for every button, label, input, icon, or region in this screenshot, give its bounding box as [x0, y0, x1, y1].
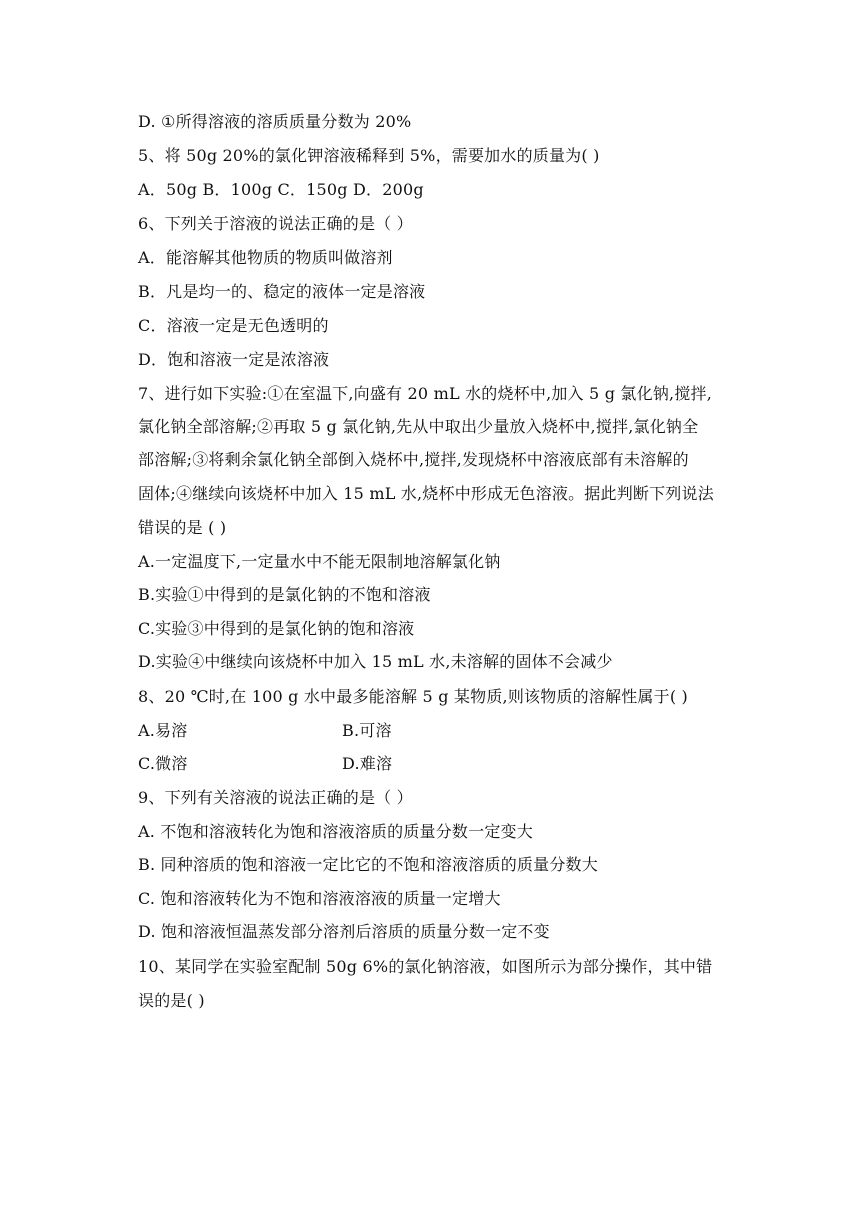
- q6-stem: 6、下列关于溶液的说法正确的是（ ）: [138, 214, 413, 233]
- q10-stem-line-2: 误的是( ): [138, 991, 205, 1010]
- q8-option-b: B.可溶: [342, 721, 392, 740]
- q7-stem-line-1: 7、进行如下实验:①在室温下,向盛有 20 mL 水的烧杯中,加入 5 g 氯化钠,搅拌,: [138, 384, 713, 403]
- q9-option-a: A. 不饱和溶液转化为饱和溶液溶质的质量分数一定变大: [138, 822, 533, 841]
- q6-option-c: C．溶液一定是无色透明的: [138, 316, 329, 335]
- q9-option-c: C. 饱和溶液转化为不饱和溶液溶液的质量一定增大: [138, 889, 501, 908]
- q4-option-d: D. ①所得溶液的溶质质量分数为 20%: [138, 112, 412, 131]
- q8-option-a: A.易溶: [138, 721, 188, 740]
- q5-options: A．50g B．100g C．150g D．200g: [138, 180, 424, 199]
- q10-stem-line-1: 10、某同学在实验室配制 50g 6%的氯化钠溶液，如图所示为部分操作，其中错: [138, 957, 713, 976]
- q8-options-row-2: [138, 754, 393, 774]
- q6-option-d: D．饱和溶液一定是浓溶液: [138, 350, 330, 369]
- q7-option-c: C.实验③中得到的是氯化钠的饱和溶液: [138, 619, 415, 638]
- q7-option-b: B.实验①中得到的是氯化钠的不饱和溶液: [138, 585, 431, 604]
- q7-stem-line-4: 固体;④继续向该烧杯中加入 15 mL 水,烧杯中形成无色溶液。据此判断下列说法: [138, 484, 714, 503]
- q8-stem: 8、20 ℃时,在 100 g 水中最多能溶解 5 g 某物质,则该物质的溶解性属于( ): [138, 687, 688, 706]
- q6-option-a: A．能溶解其他物质的物质叫做溶剂: [138, 248, 393, 267]
- q5-stem: 5、将 50g 20%的氯化钾溶液稀释到 5%，需要加水的质量为( ): [138, 146, 600, 165]
- q7-stem-line-2: 氯化钠全部溶解;②再取 5 g 氯化钠,先从中取出少量放入烧杯中,搅拌,氯化钠全: [138, 417, 699, 436]
- q9-stem: 9、下列有关溶液的说法正确的是（ ）: [138, 788, 413, 807]
- q8-option-c: C.微溶: [138, 754, 188, 773]
- q7-stem-line-3: 部溶解;③将剩余氯化钠全部倒入烧杯中,搅拌,发现烧杯中溶液底部有未溶解的: [138, 450, 689, 469]
- q7-option-d: D.实验④中继续向该烧杯中加入 15 mL 水,未溶解的固体不会减少: [138, 652, 613, 671]
- q7-stem-line-5: 错误的是 ( ): [138, 518, 227, 537]
- q8-options-row-1: [138, 721, 392, 741]
- q9-option-d: D. 饱和溶液恒温蒸发部分溶剂后溶质的质量分数一定不变: [138, 922, 550, 941]
- q7-option-a: A.一定温度下,一定量水中不能无限制地溶解氯化钠: [138, 552, 501, 571]
- q8-option-d: D.难溶: [342, 754, 393, 773]
- q9-option-b: B. 同种溶质的饱和溶液一定比它的不饱和溶液溶质的质量分数大: [138, 855, 598, 874]
- q6-option-b: B．凡是均一的、稳定的液体一定是溶液: [138, 282, 426, 301]
